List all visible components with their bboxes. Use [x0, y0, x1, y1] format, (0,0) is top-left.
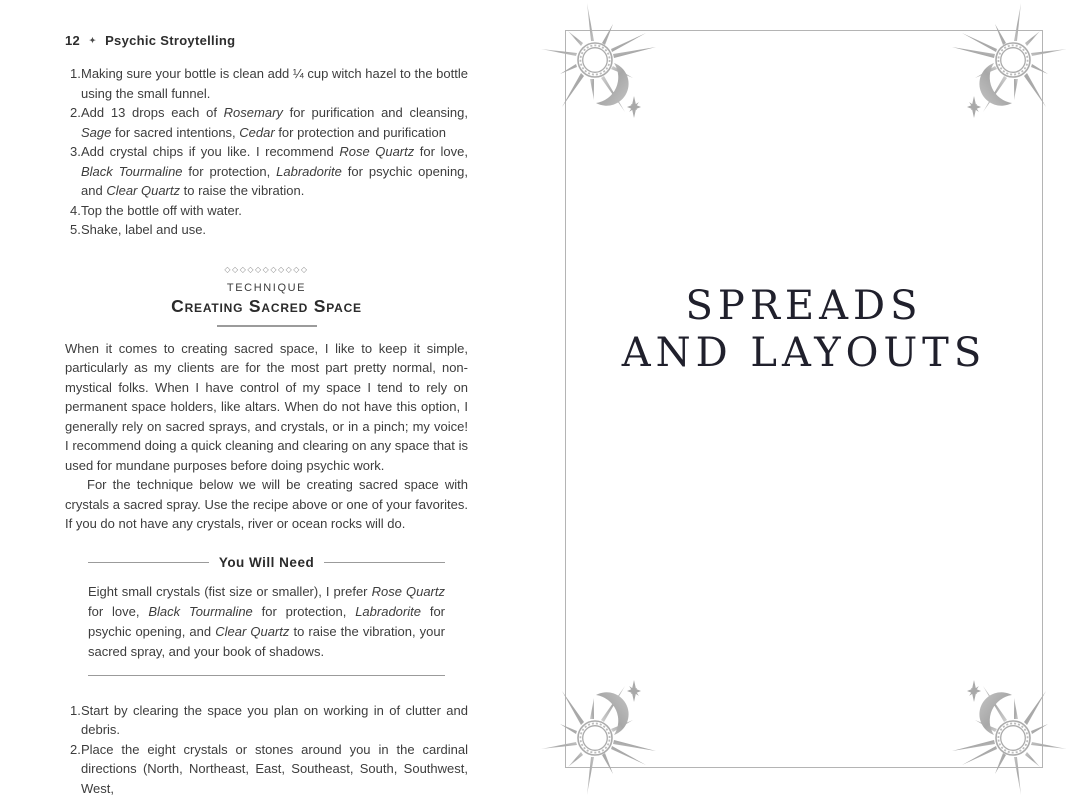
rule-right [324, 562, 445, 563]
list-item-number: 2. [70, 741, 81, 757]
body-paragraph: For the technique below we will be creating sacred space with crystals a sacred spray. Use the recipe above or one of your favorites. If you do not have any crystals, river or ocean rocks will do. [65, 477, 468, 531]
list-item [65, 201, 468, 221]
list-item-text: Top the bottle off with water. [81, 202, 242, 218]
recipe-step-list [65, 64, 468, 240]
list-item [65, 740, 468, 799]
header-star-icon: ✦ [89, 36, 97, 45]
left-page-content [65, 33, 468, 798]
sun-moon-star-ornament-icon [550, 653, 680, 783]
section-title-rule [217, 325, 317, 327]
list-item-text: Add 13 drops each of Rosemary for purification and cleansing, Sage for sacred intentions, Cedar for protection and purification [81, 105, 469, 140]
sun-moon-star-ornament-icon [928, 653, 1058, 783]
you-will-need-heading: You Will Need [218, 554, 315, 570]
list-item-number: 3. [70, 144, 81, 159]
sun-moon-star-ornament-icon [550, 15, 680, 145]
list-item [65, 64, 468, 103]
list-item [65, 103, 468, 142]
you-will-need-box [88, 555, 445, 676]
list-item-text: Place the eight crystals or stones around you in the cardinal directions (North, Northeast, East, Southeast, South, Southwest, West, [81, 741, 468, 796]
list-item-number: 1. [70, 66, 81, 81]
list-item-text: Add crystal chips if you like. I recommend Rose Quartz for love, Black Tourmaline for protection, Labradorite for psychic opening, and Clear Quartz to raise the vibration. [81, 144, 469, 198]
running-header-title: Psychic Stroytelling [105, 33, 236, 48]
list-item-number: 4. [70, 202, 81, 218]
list-item-text: Start by clearing the space you plan on working in of clutter and debris. [81, 702, 468, 737]
list-item-number: 5. [70, 222, 81, 237]
chapter-title-line1: SPREADS [685, 283, 923, 329]
chapter-title [566, 283, 1042, 377]
page-number: 12 [65, 33, 81, 48]
list-item [65, 701, 468, 740]
list-item-number: 1. [70, 702, 81, 718]
body-paragraph: When it comes to creating sacred space, I like to keep it simple, particularly as my clients are for the most part pretty normal, non-mystical folks. When I have control of my space I tend to rely on permanent space holders, like altars. When do not have this option, I generally rely on sacred sprays, and crystals, or in a pinch; my voice! I recommend doing a quick cleaning and clearing on any space that is used for mundane purposes before doing psychic work. [65, 340, 468, 473]
list-item-number: 2. [70, 105, 81, 120]
list-item-text: Making sure your bottle is clean add ¼ cup witch hazel to the bottle using the small funnel. [81, 66, 468, 101]
section-kicker: TECHNIQUE [226, 281, 307, 294]
diamond-chain-ornament-icon: ◇◇◇◇◇◇◇◇◇◇◇ [224, 264, 309, 274]
decorative-border-frame [565, 30, 1043, 768]
running-header [65, 33, 468, 48]
rule-left [88, 562, 209, 563]
list-item-text: Shake, label and use. [81, 222, 207, 237]
right-book-page [533, 0, 1066, 800]
technique-step-list [65, 701, 468, 799]
list-item [65, 142, 468, 201]
you-will-need-heading-row [88, 555, 445, 570]
you-will-need-text: Eight small crystals (fist size or smaller), I prefer Rose Quartz for love, Black Tourmaline for protection, Labradorite for psychic opening, and Clear Quartz to raise the vibration, your sacred spray, and your book of shadows. [88, 583, 445, 659]
list-item [65, 220, 468, 240]
section-title: Creating Sacred Space [171, 295, 362, 316]
sun-moon-star-ornament-icon [928, 15, 1058, 145]
section-heading-block [65, 265, 468, 327]
chapter-title-line2: AND LAYOUTS [621, 330, 987, 376]
you-will-need-bottom-rule [88, 675, 445, 676]
